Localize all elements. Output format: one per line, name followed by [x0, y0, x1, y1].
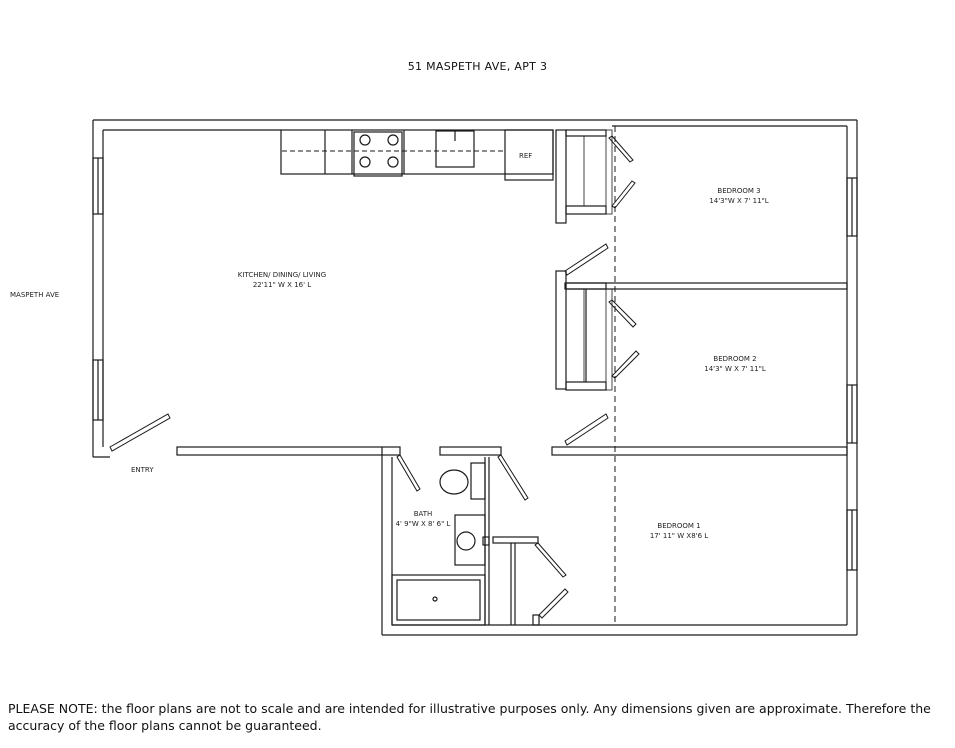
room-size-bedroom2: 14'3" W X 7' 11"L — [704, 365, 766, 373]
room-size-living: 22'11" W X 16' L — [252, 281, 312, 289]
room-size-bedroom1: 17' 11" W X8'6 L — [649, 532, 709, 540]
room-size-bath: 4' 9"W X 8' 6" L — [395, 520, 451, 528]
bathtub-icon — [392, 575, 485, 625]
kitchen-counter — [281, 130, 553, 174]
windows — [93, 158, 857, 570]
disclaimer-note: PLEASE NOTE: the floor plans are not to scale and are intended for illustrative purposes only. Any dimensions given are approximate. Therefore the accuracy of the floor plans cannot be guaranteed. — [8, 701, 931, 733]
bedroom2-door-icon — [565, 414, 608, 445]
entry-label: ENTRY — [131, 466, 154, 474]
closet-door-icon — [609, 136, 633, 162]
bath-door-icon — [397, 455, 420, 491]
room-name-bedroom3: BEDROOM 3 — [717, 187, 761, 195]
room-name-bedroom2: BEDROOM 2 — [713, 355, 757, 363]
closet-door-icon — [535, 543, 566, 577]
closet-door-icon — [612, 351, 639, 378]
entry-door-icon — [110, 414, 170, 451]
stove-icon — [354, 132, 402, 176]
closet-door-icon — [539, 589, 568, 618]
room-name-bath: BATH — [413, 510, 433, 518]
street-label: MASPETH AVE — [10, 291, 60, 299]
room-name-living: KITCHEN/ DINING/ LIVING — [237, 271, 327, 279]
toilet-icon — [440, 470, 468, 494]
bathroom-sink-icon — [455, 515, 485, 565]
closet-door-icon — [612, 181, 635, 208]
refrigerator-label: REF — [519, 152, 533, 160]
bedroom3-door-icon — [565, 244, 608, 275]
plan-title: 51 MASPETH AVE, APT 3 — [407, 60, 548, 73]
bedroom1-door-icon — [498, 455, 528, 500]
closet-door-icon — [609, 300, 636, 327]
room-size-bedroom3: 14'3"W X 7' 11"L — [709, 197, 769, 205]
doors — [110, 136, 639, 618]
room-name-bedroom1: BEDROOM 1 — [657, 522, 701, 530]
bath-fixtures — [392, 463, 489, 625]
kitchen-sink-icon — [436, 131, 474, 167]
